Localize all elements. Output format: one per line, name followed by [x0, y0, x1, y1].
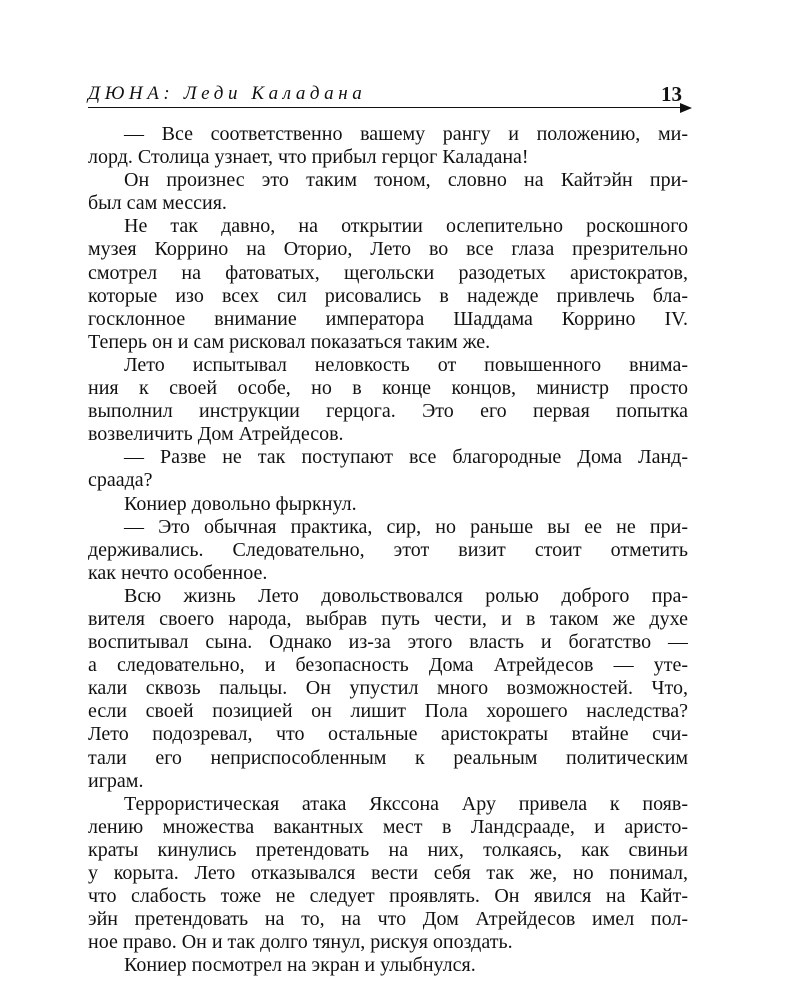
text-line: тали его неприспособленным к реальным политическим [88, 746, 688, 769]
text-line: ния к своей особе, но в конце концов, министр просто [88, 377, 688, 400]
header-rule-tip [680, 103, 692, 113]
text-line: Он произнес это таким тоном, словно на Кайтэйн при- [124, 169, 688, 192]
text-line: госклонное внимание императора Шаддама Коррино IV. [88, 307, 688, 330]
text-line: лению множества вакантных мест в Ландсрааде, и аристо- [88, 815, 688, 838]
paragraph [88, 446, 688, 492]
text-line: играм. [88, 769, 144, 792]
page-number: 13 [661, 82, 682, 106]
text-line: вителя своего народа, выбрав путь чести, и в таком же духе [88, 607, 688, 630]
text-line: держивались. Следовательно, этот визит стоит отметить [88, 538, 688, 561]
text-line: как нечто особенное. [88, 561, 268, 584]
running-header [88, 82, 692, 106]
paragraph [88, 793, 688, 955]
paragraph [88, 215, 688, 354]
text-line: которые изо всех сил рисовались в надежде привлечь бла- [88, 284, 688, 307]
text-line: Лето подозревал, что остальные аристократы втайне счи- [88, 723, 688, 746]
text-line: — Разве не так поступают все благородные Дома Ланд- [124, 446, 688, 469]
text-line: лорд. Столица узнает, что прибыл герцог Каладана! [88, 146, 529, 169]
paragraph [88, 493, 688, 516]
paragraph [88, 516, 688, 585]
text-line: сраада? [88, 469, 153, 492]
text-line: Террористическая атака Якссона Ару привела к появ- [124, 792, 688, 815]
text-line: возвеличить Дом Атрейдесов. [88, 423, 344, 446]
text-line: Кониер посмотрел на экран и улыбнулся. [124, 954, 476, 977]
text-line: если своей позицией он лишит Пола хорошего наследства? [88, 700, 688, 723]
text-line: ное право. Он и так долго тянул, рискуя опоздать. [88, 931, 513, 954]
paragraph [88, 354, 688, 446]
text-line: эйн претендовать на то, на что Дом Атрейдесов имел пол- [88, 908, 688, 931]
text-line: был сам мессия. [88, 192, 227, 215]
text-line: краты кинулись претендовать на них, толкаясь, как свиньи [88, 838, 688, 861]
paragraph [88, 123, 688, 169]
text-line: Лето испытывал неловкость от повышенного внима- [124, 353, 688, 376]
running-title: ДЮНА: Леди Каладана [88, 83, 367, 104]
text-line: смотрел на фатоватых, щегольски разодетых аристократов, [88, 261, 688, 284]
text-line: выполнил инструкции герцога. Это его первая попытка [88, 400, 688, 423]
header-rule [88, 107, 684, 108]
text-line: Всю жизнь Лето довольствовался ролью доброго пра- [124, 584, 688, 607]
text-line: кали сквозь пальцы. Он упустил много возможностей. Что, [88, 677, 688, 700]
text-line: Теперь он и сам рисковал показаться таким же. [88, 330, 491, 353]
paragraph [88, 585, 688, 793]
text-line: воспитывал сына. Однако из-за этого власть и богатство — [88, 631, 688, 654]
text-line: — Все соответственно вашему рангу и положению, ми- [124, 123, 688, 145]
text-line: что слабость тоже не следует проявлять. Он явился на Кайт- [88, 885, 688, 908]
text-line: Кониер довольно фыркнул. [124, 492, 357, 515]
body-text [88, 123, 688, 977]
text-line: а следовательно, и безопасность Дома Атрейдесов — уте- [88, 654, 688, 677]
text-line: у корыта. Лето отказывался вести себя так же, но понимал, [88, 862, 688, 884]
text-line: — Это обычная практика, сир, но раньше вы ее не при- [124, 515, 688, 538]
paragraph [88, 169, 688, 215]
paragraph [88, 954, 688, 977]
text-line: музея Коррино на Оторио, Лето во все глаза презрительно [88, 238, 688, 261]
text-line: Не так давно, на открытии ослепительно роскошного [124, 215, 688, 238]
